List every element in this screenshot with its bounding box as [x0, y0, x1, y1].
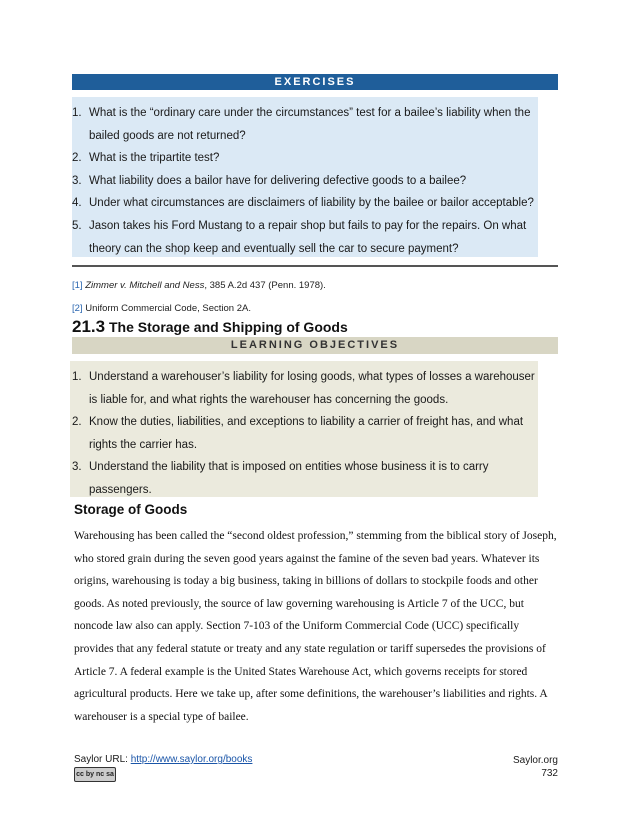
item-number: 2. — [72, 416, 82, 429]
item-number: 5. — [72, 219, 82, 232]
item-number: 1. — [72, 107, 82, 119]
case-name: Zimmer v. Mitchell and Ness — [85, 280, 205, 291]
page-number: 732 — [541, 768, 558, 779]
item-text: Understand the liability that is imposed on entities whose business it is to carry passengers. — [89, 461, 489, 496]
list-item — [72, 102, 542, 147]
footer-right — [513, 754, 558, 780]
item-text: Jason takes his Ford Mustang to a repair shop but fails to pay for the repairs. On what theory can the shop keep and eventually sell the car to secure payment? — [89, 219, 527, 255]
list-item — [72, 147, 542, 170]
cc-license-icon — [74, 767, 116, 782]
list-item — [72, 411, 538, 456]
footer-source — [74, 754, 252, 765]
item-text: What is the tripartite test? — [89, 152, 220, 165]
item-number: 1. — [72, 371, 82, 383]
divider — [72, 265, 558, 267]
footnote-text: , 385 A.2d 437 (Penn. 1978). — [204, 280, 326, 291]
footnote-ref-link[interactable]: [1] — [72, 280, 83, 291]
storage-paragraph: Warehousing has been called the “second oldest profession,” stemming from the biblical story of Joseph, who stored grain during the seven good years against the famine of the seven bad years. Whatever its origins, warehousing is today a big business, taking in billions of dollars to stockpile foods and other goods. As noted previously, the source of law governing warehousing is Article 7 of the UCC, but noncode law also can apply. Section 7-103 of the Uniform Commercial Code (UCC) specifically provides that any federal statute or treaty and any state regulation or tariff supersedes the provisions of Article 7. A federal example is the United States Warehouse Act, which governs receipts for stored agricultural products. Here we take up, after some definitions, the warehouser’s liabilities and rights. A warehouser is a special type of bailee. — [74, 530, 557, 723]
footnote-text: Uniform Commercial Code, Section 2A. — [82, 303, 251, 314]
list-item — [72, 456, 538, 501]
cc-license-text: cc by nc sa — [76, 771, 114, 778]
list-item — [72, 170, 542, 193]
section-number: 21.3 — [72, 317, 106, 336]
item-number: 3. — [72, 174, 82, 187]
footer-url-label: Saylor URL: — [74, 754, 131, 765]
item-text: Understand a warehouser’s liability for losing goods, what types of losses a warehouser is liable for, and what rights the warehouser has concerning the goods. — [89, 371, 535, 406]
footnote-2 — [72, 303, 251, 314]
exercises-header: EXERCISES — [72, 74, 558, 90]
item-text: What liability does a bailor have for delivering defective goods to a bailee? — [89, 174, 467, 187]
footnote-1 — [72, 280, 326, 291]
item-number: 3. — [72, 461, 82, 474]
section-title — [72, 317, 348, 337]
saylor-books-link[interactable]: http://www.saylor.org/books — [130, 754, 253, 765]
list-item — [72, 215, 542, 260]
site-name: Saylor.org — [512, 755, 558, 766]
list-item — [72, 366, 538, 411]
learning-objectives-header: LEARNING OBJECTIVES — [72, 337, 558, 354]
item-number: 2. — [72, 152, 82, 165]
list-item — [72, 192, 542, 215]
item-text: Under what circumstances are disclaimers of liability by the bailee or bailor acceptable? — [89, 197, 534, 210]
learning-objectives-list — [72, 366, 538, 502]
item-text: Know the duties, liabilities, and exceptions to liability a carrier of freight has, and what rights the carrier has. — [89, 416, 524, 451]
item-text: What is the “ordinary care under the circumstances” test for a bailee’s liability when the bailed goods are not returned? — [89, 107, 531, 142]
storage-heading: Storage of Goods — [74, 502, 188, 517]
exercises-list — [72, 102, 542, 260]
section-title-text: The Storage and Shipping of Goods — [105, 319, 348, 335]
item-number: 4. — [72, 197, 82, 210]
footnote-ref-link[interactable]: [2] — [72, 303, 83, 314]
